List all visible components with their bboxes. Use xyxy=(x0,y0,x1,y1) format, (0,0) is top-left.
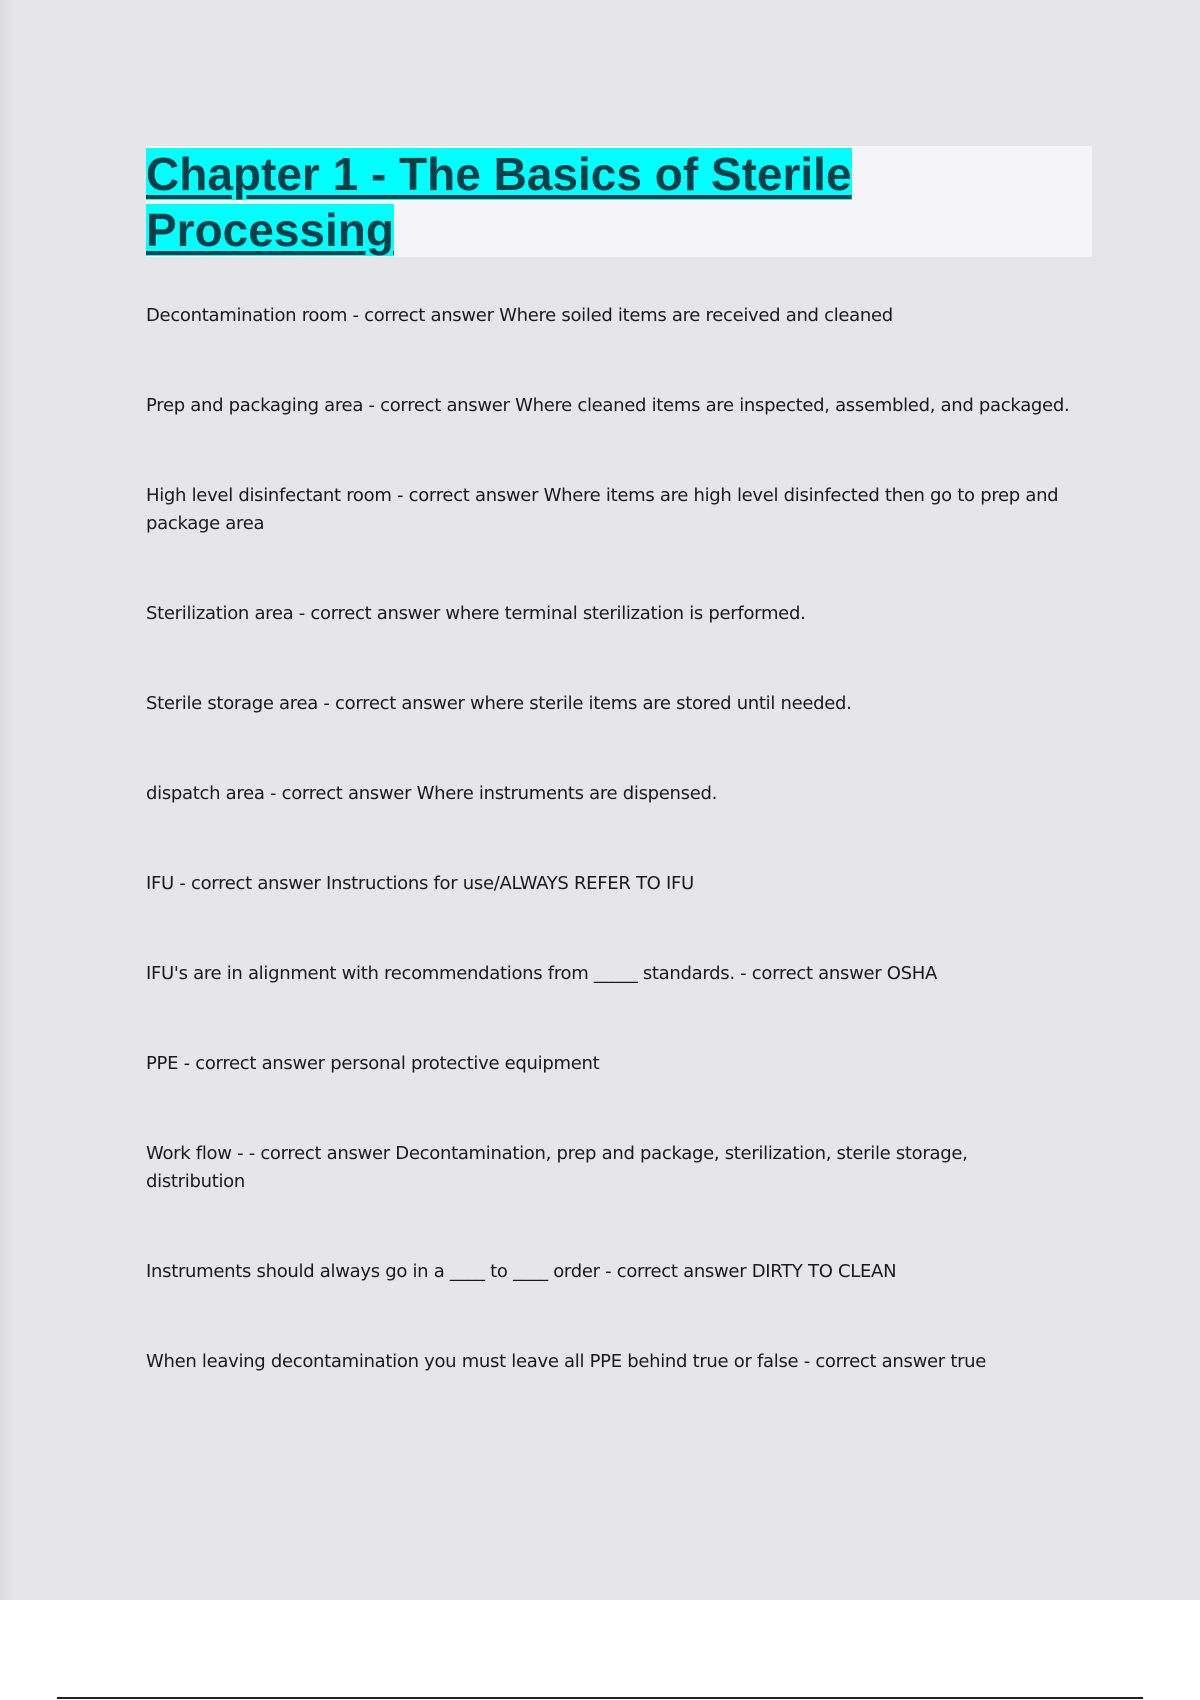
qa-item: Sterilization area - correct answer where terminal sterilization is performed. xyxy=(146,603,806,624)
qa-list xyxy=(146,302,1106,1376)
qa-item: IFU - correct answer Instructions for use/ALWAYS REFER TO IFU xyxy=(146,873,694,894)
qa-item: When leaving decontamination you must leave all PPE behind true or false - correct answer true xyxy=(146,1351,987,1372)
qa-item: Decontamination room - correct answer Where soiled items are received and cleaned xyxy=(146,305,893,326)
title-line-2: Processing xyxy=(146,204,394,256)
qa-item: Sterile storage area - correct answer where sterile items are stored until needed. xyxy=(146,693,852,714)
page-title xyxy=(146,146,1092,258)
qa-item: High level disinfectant room - correct answer Where items are high level disinfected then go to prep and package area xyxy=(146,485,1059,534)
title-block xyxy=(146,146,1092,257)
footer-divider xyxy=(57,1697,1143,1699)
qa-item: Prep and packaging area - correct answer Where cleaned items are inspected, assembled, and packaged. xyxy=(146,395,1070,416)
qa-item: PPE - correct answer personal protective equipment xyxy=(146,1053,600,1074)
qa-item: IFU's are in alignment with recommendations from _____ standards. - correct answer OSHA xyxy=(146,963,938,984)
qa-item: dispatch area - correct answer Where instruments are dispensed. xyxy=(146,783,718,804)
title-line-1: Chapter 1 - The Basics of Sterile xyxy=(146,148,852,200)
qa-item: Instruments should always go in a ____ to ____ order - correct answer DIRTY TO CLEAN xyxy=(146,1261,897,1282)
page-edge-shadow xyxy=(0,0,14,1600)
qa-item: Work flow - - correct answer Decontamination, prep and package, sterilization, sterile storage, distribution xyxy=(146,1143,968,1192)
